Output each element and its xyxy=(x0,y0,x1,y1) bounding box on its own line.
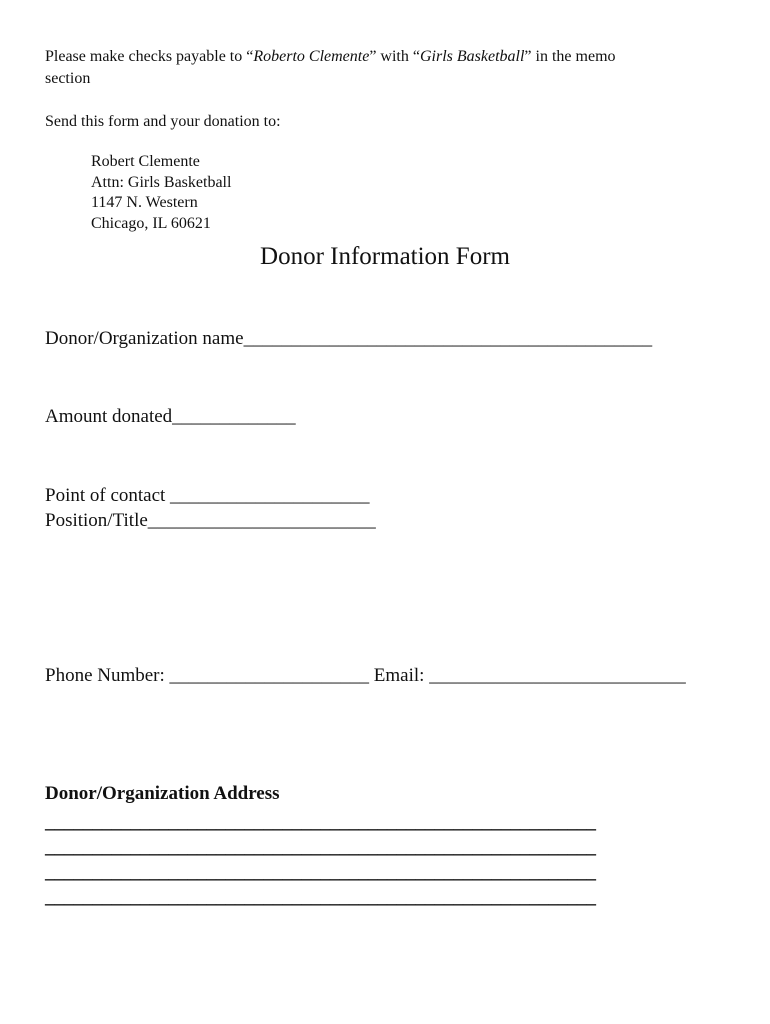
address-lines xyxy=(45,810,596,910)
payee-name: Roberto Clemente xyxy=(253,48,370,65)
position-title-field[interactable]: Position/Title________________________ xyxy=(45,510,376,531)
donor-name-field[interactable]: Donor/Organization name___________________________________________ xyxy=(45,328,653,349)
address-line-3[interactable]: __________________________________________________________ xyxy=(45,862,596,883)
form-title: Donor Information Form xyxy=(260,243,510,270)
phone-email-field[interactable]: Phone Number: _____________________ Email: ___________________________ xyxy=(45,665,686,686)
memo-text: Girls Basketball xyxy=(419,48,525,65)
amount-donated-field[interactable]: Amount donated_____________ xyxy=(45,406,296,427)
address-line-4[interactable]: __________________________________________________________ xyxy=(45,887,596,908)
check-payable-instruction xyxy=(45,47,616,67)
send-form-instruction: Send this form and your donation to: xyxy=(45,113,281,130)
mailing-address-line-1: Robert Clemente xyxy=(91,153,200,170)
point-of-contact-field[interactable]: Point of contact _____________________ xyxy=(45,485,370,506)
address-section-heading: Donor/Organization Address xyxy=(45,783,280,804)
mailing-address-line-3: 1147 N. Western xyxy=(91,194,198,211)
mailing-address-line-4: Chicago, IL 60621 xyxy=(91,214,211,232)
memo-line-2: section xyxy=(45,70,91,87)
mailing-address-line-2: Attn: Girls Basketball xyxy=(91,173,232,191)
mailing-address xyxy=(91,152,231,234)
address-line-1[interactable]: __________________________________________________________ xyxy=(45,812,596,833)
address-line-2[interactable]: __________________________________________________________ xyxy=(45,837,596,858)
memo-middle: ” with “ xyxy=(369,48,420,65)
memo-suffix: ” in the memo xyxy=(524,48,616,65)
memo-prefix: Please make checks payable to “ xyxy=(45,48,254,65)
